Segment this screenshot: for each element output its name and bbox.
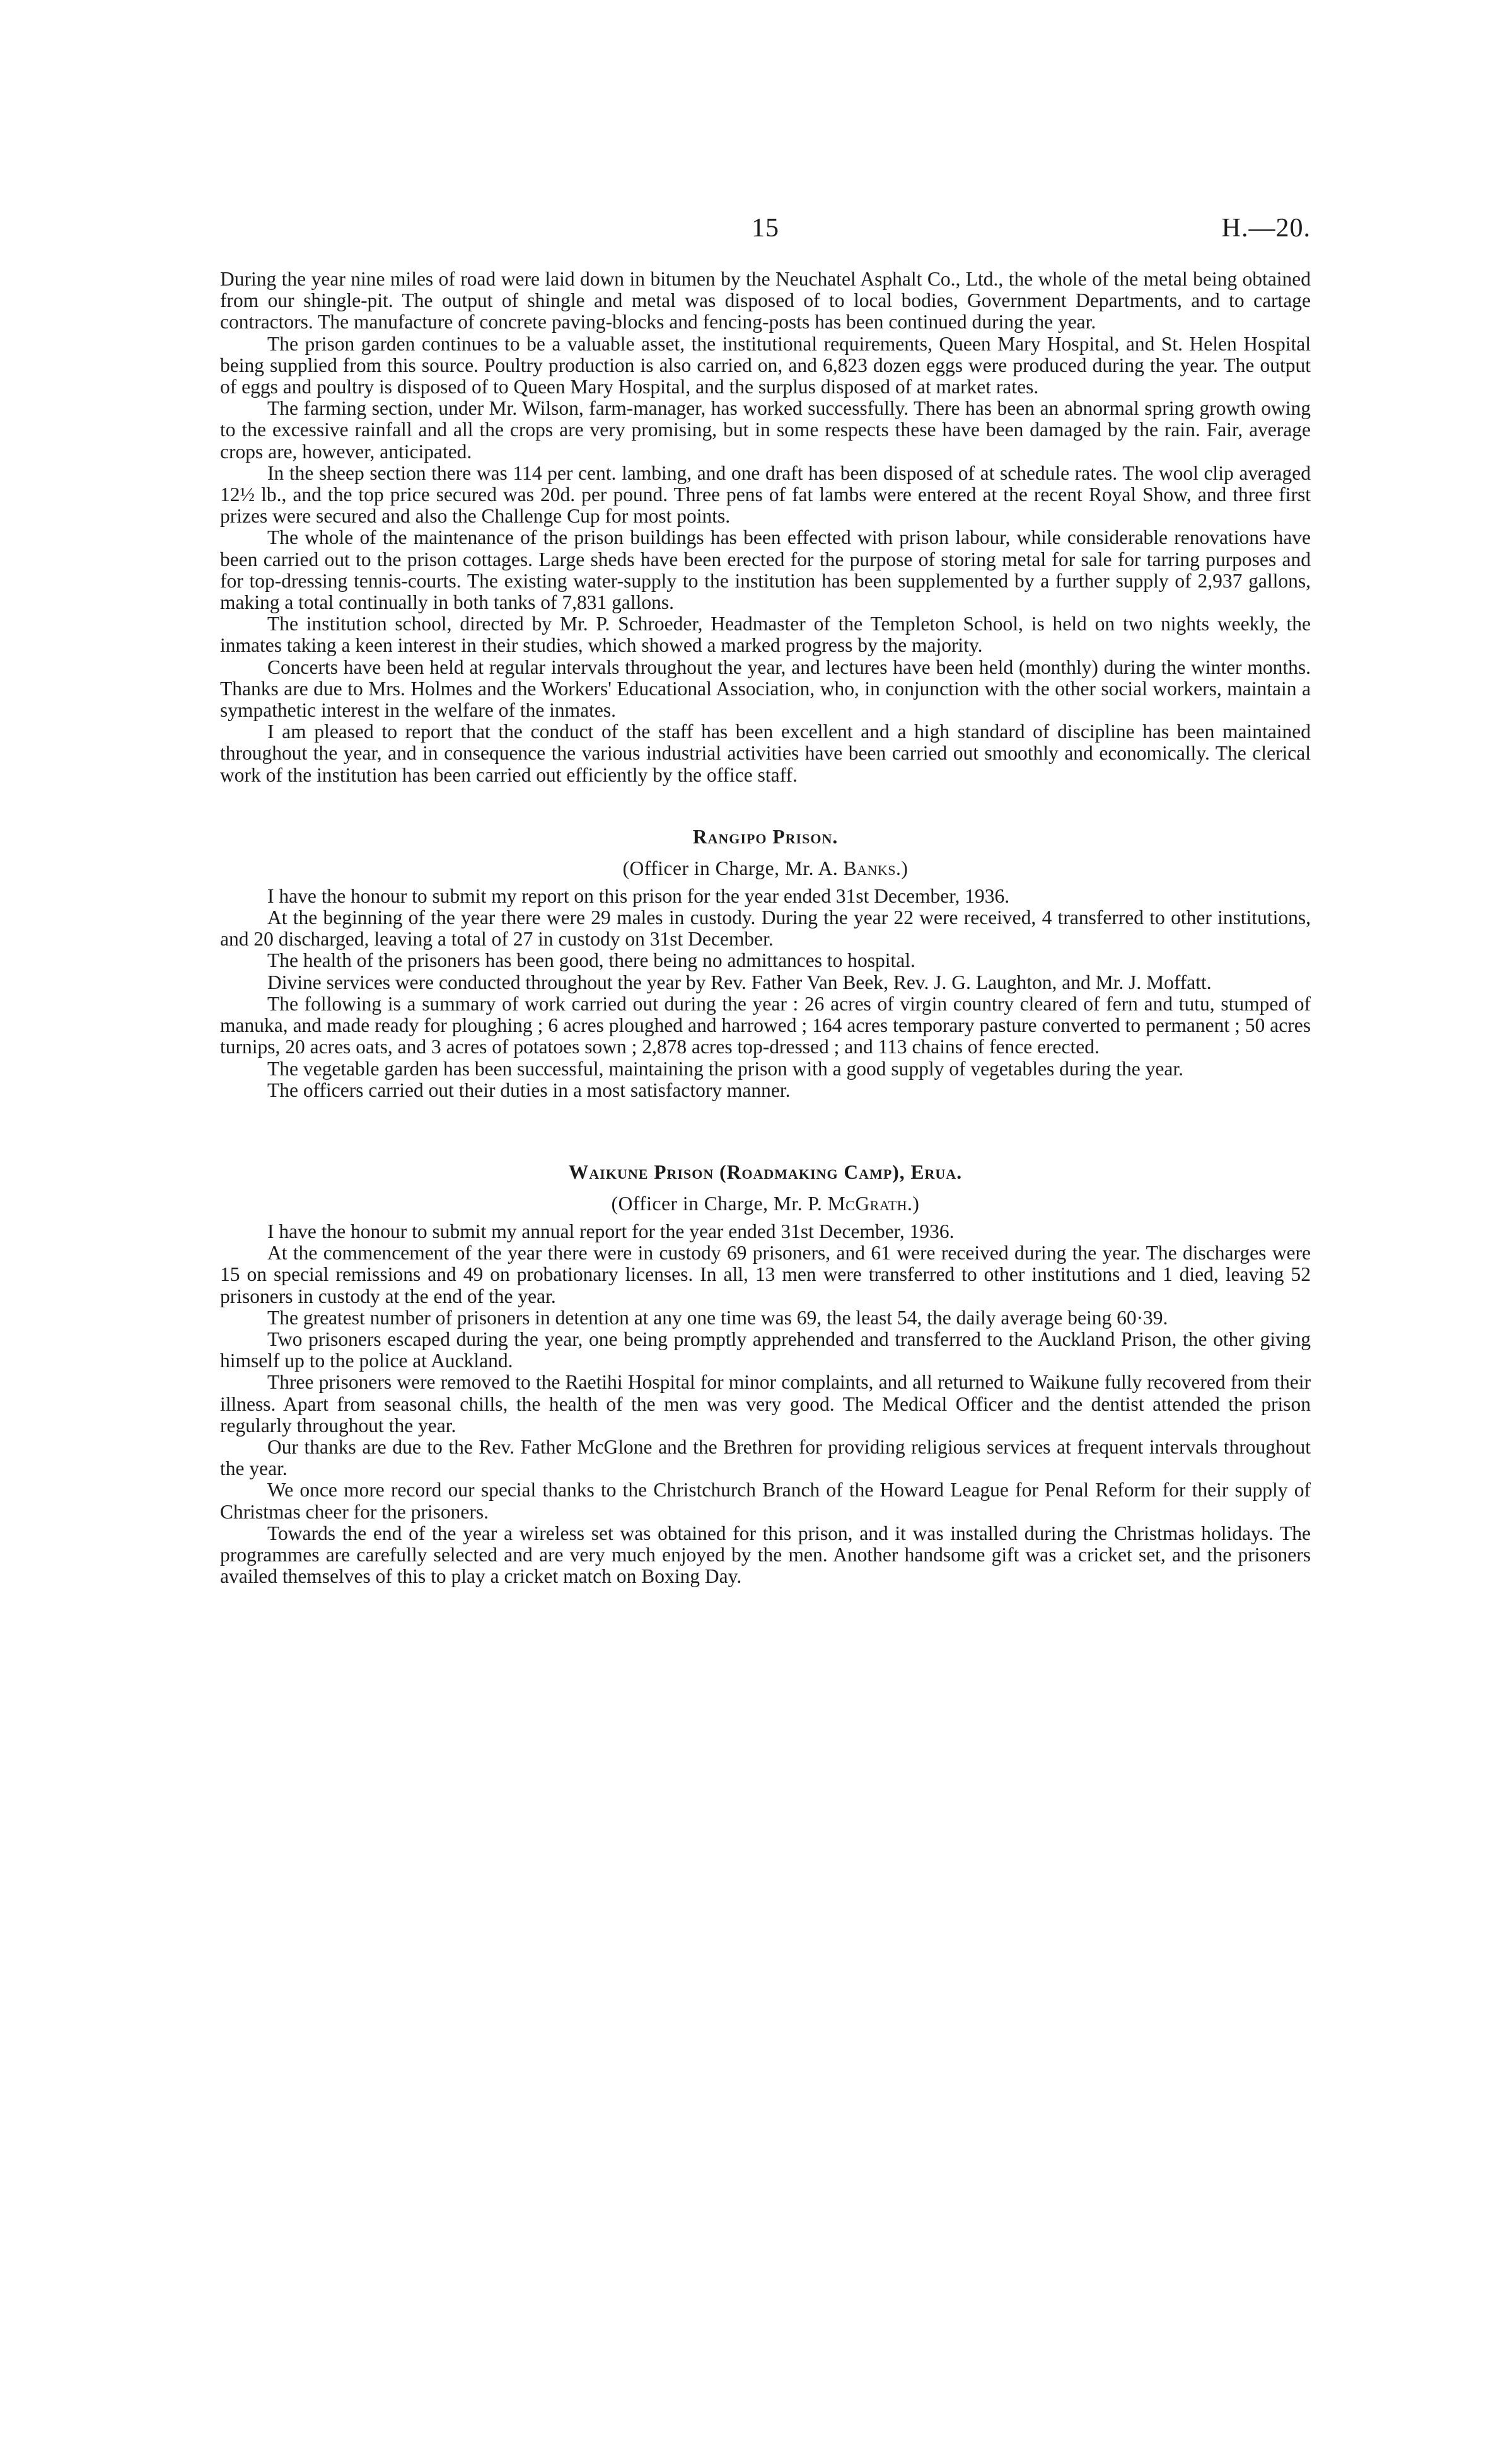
paragraph: The institution school, directed by Mr. P. Schroeder, Headmaster of the Templeton School, is held on two nights weekly, the inmates taking a keen interest in their studies, which showed a marked progress by the majority.	[220, 613, 1311, 657]
paragraph: At the beginning of the year there were 29 males in custody. During the year 22 were received, 4 transferred to other institutions, and 20 discharged, leaving a total of 27 in custody on 31st December.	[220, 906, 1311, 951]
paragraph: The following is a summary of work carried out during the year : 26 acres of virgin country cleared of fern and tutu, stumped of manuka, and made ready for ploughing ; 6 acres ploughed and harrowed ; 164 acres temporary pasture converted to permanent ; 50 acres turnips, 20 acres oats, and 3 acres of potatoes sown ; 2,878 acres top-dressed ; and 113 chains of fence erected.	[220, 992, 1311, 1058]
paragraph: At the commencement of the year there were in custody 69 prisoners, and 61 were received during the year. The discharges were 15 on special remissions and 49 on probationary licenses. In all, 13 men were transferred to other institutions and 1 died, leaving 52 prisoners in custody at the end of the year.	[220, 1242, 1311, 1307]
paragraph: The vegetable garden has been successful, maintaining the prison with a good supply of vegetables during the year.	[267, 1057, 1183, 1080]
officer-suffix: .)	[896, 857, 909, 879]
paragraph: The prison garden continues to be a valuable asset, the institutional requirements, Queen Mary Hospital, and St. Helen Hospital being supplied from this source. Poultry production is also carried on, and 6,823 dozen eggs were produced during the year. The output of eggs and poultry is disposed of to Queen Mary Hospital, and the surplus disposed of at market rates.	[220, 332, 1311, 398]
paragraph: The farming section, under Mr. Wilson, farm-manager, has worked successfully. There has been an abnormal spring growth owing to the excessive rainfall and all the crops are very promising, but in some respects these have been damaged by the rain. Fair, average crops are, however, anticipated.	[220, 397, 1311, 463]
officer-surname: Banks	[843, 857, 897, 879]
page-header	[220, 213, 1311, 257]
officer-in-charge	[220, 1193, 1311, 1215]
waikune-section	[220, 1162, 1311, 1587]
paragraph: I am pleased to report that the conduct of the staff has been excellent and a high standard of discipline has been maintained throughout the year, and in consequence the various industrial activities have been carried out smoothly and economically. The clerical work of the institution has been carried out efficiently by the office staff.	[220, 720, 1311, 786]
paragraph: Our thanks are due to the Rev. Father McGlone and the Brethren for providing religious services at frequent intervals throughout the year.	[220, 1435, 1311, 1480]
officer-prefix: (Officer in Charge, Mr. A.	[622, 857, 844, 879]
paragraph: Three prisoners were removed to the Raetihi Hospital for minor complaints, and all returned to Waikune fully recovered from their illness. Apart from seasonal chills, the health of the men was very good. The Medical Officer and the dentist attended the prison regularly throughout the year.	[220, 1371, 1311, 1437]
paragraph: During the year nine miles of road were laid down in bitumen by the Neuchatel Asphalt Co., Ltd., the whole of the metal being obtained from our shingle-pit. The output of shingle and metal was disposed of to local bodies, Government Departments, and to cartage contractors. The manufacture of concrete paving-blocks and fencing-posts has been continued during the year.	[220, 268, 1311, 333]
intro-section	[220, 269, 1311, 786]
paragraph: Concerts have been held at regular intervals throughout the year, and lectures have been held (monthly) during the winter months. Thanks are due to Mrs. Holmes and the Workers' Educational Association, who, in conjunction with the other social workers, maintain a sympathetic interest in the welfare of the inmates.	[220, 656, 1311, 722]
rangipo-section	[220, 826, 1311, 1101]
officer-prefix: (Officer in Charge, Mr. P.	[611, 1192, 828, 1215]
officer-surname: McGrath	[827, 1192, 908, 1215]
document-page	[220, 213, 1311, 1587]
paragraph: Towards the end of the year a wireless set was obtained for this prison, and it was installed during the Christmas holidays. The programmes are carefully selected and are very much enjoyed by the men. Another handsome gift was a cricket set, and the prisoners availed themselves of this to play a cricket match on Boxing Day.	[220, 1522, 1311, 1588]
paragraph: The greatest number of prisoners in detention at any one time was 69, the least 54, the daily average being 60·39.	[267, 1306, 1168, 1329]
paragraph: In the sheep section there was 114 per cent. lambing, and one draft has been disposed of at schedule rates. The wool clip averaged 12½ lb., and the top price secured was 20d. per pound. Three pens of fat lambs were entered at the recent Royal Show, and three first prizes were secured and also the Challenge Cup for most points.	[220, 461, 1311, 528]
paragraph: The health of the prisoners has been good, there being no admittances to hospital.	[267, 949, 915, 972]
officer-suffix: .)	[907, 1192, 920, 1215]
officer-in-charge	[220, 858, 1311, 879]
report-reference: H.—20.	[1221, 214, 1311, 243]
paragraph: We once more record our special thanks to the Christchurch Branch of the Howard League for Penal Reform for their supply of Christmas cheer for the prisoners.	[220, 1479, 1311, 1523]
paragraph: Two prisoners escaped during the year, one being promptly apprehended and transferred to the Auckland Prison, the other giving himself up to the police at Auckland.	[220, 1327, 1311, 1372]
section-heading: Waikune Prison (Roadmaking Camp), Erua.	[568, 1160, 963, 1183]
paragraph: I have the honour to submit my annual report for the year ended 31st December, 1936.	[267, 1220, 955, 1242]
paragraph: I have the honour to submit my report on this prison for the year ended 31st December, 1936.	[267, 884, 1010, 907]
paragraph: The whole of the maintenance of the prison buildings has been effected with prison labour, while considerable renovations have been carried out to the prison cottages. Large sheds have been erected for the purpose of storing metal for sale for tarring purposes and for top-dressing tennis-courts. The existing water-supply to the institution has been supplemented by a further supply of 2,937 gallons, making a total continually in both tanks of 7,831 gallons.	[220, 526, 1311, 614]
section-heading: Rangipo Prison.	[692, 825, 839, 848]
paragraph: Divine services were conducted throughout the year by Rev. Father Van Beek, Rev. J. G. Laughton, and Mr. J. Moffatt.	[267, 971, 1212, 993]
paragraph: The officers carried out their duties in a most satisfactory manner.	[267, 1079, 791, 1101]
page-number: 15	[752, 214, 779, 243]
